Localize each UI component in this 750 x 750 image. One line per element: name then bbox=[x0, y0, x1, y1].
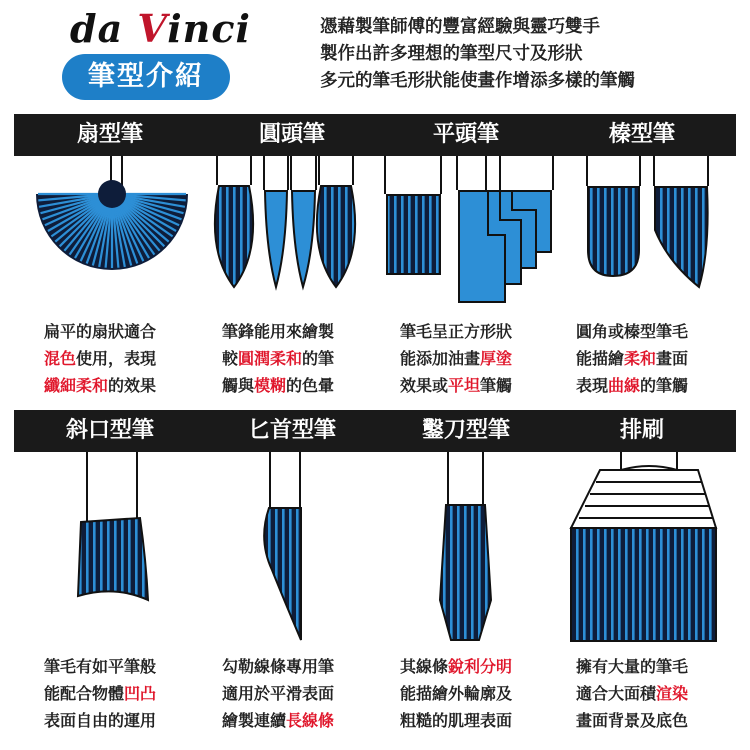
highlight-text: 渲染 bbox=[656, 684, 689, 703]
highlight-text: 凹凸 bbox=[124, 684, 157, 703]
highlight-text: 模糊 bbox=[254, 376, 287, 395]
highlight-text: 柔和 bbox=[624, 349, 657, 368]
wash-brush-title: 排刷 bbox=[619, 418, 664, 443]
description-text: 畫面 bbox=[656, 349, 689, 368]
angle-brush-description bbox=[44, 653, 156, 734]
description-line bbox=[44, 372, 156, 399]
description-text: 圓角或榛型筆毛 bbox=[576, 322, 689, 341]
chisel-brush-title: 鑿刀型筆 bbox=[421, 418, 510, 443]
fan-brush-description bbox=[44, 318, 156, 399]
highlight-text: 銳利分明 bbox=[448, 657, 513, 676]
round-brush-title: 圓頭筆 bbox=[258, 122, 325, 147]
description-text: 使用，表現 bbox=[76, 349, 157, 368]
description-text: 勾勒線條專用筆 bbox=[222, 657, 335, 676]
description-line bbox=[44, 653, 156, 680]
chisel-brush-icon bbox=[440, 452, 491, 640]
description-text: 能添加油畫 bbox=[400, 349, 481, 368]
filbert-brush-description bbox=[576, 318, 688, 399]
description-text: 筆觸 bbox=[480, 376, 513, 395]
dagger-brush-title: 匕首型筆 bbox=[247, 418, 336, 443]
description-line bbox=[44, 345, 156, 372]
flat-brush-description bbox=[400, 318, 512, 399]
description-text: 效果或 bbox=[400, 376, 449, 395]
description-line bbox=[576, 680, 688, 707]
description-line bbox=[222, 318, 334, 345]
angle-brush-title: 斜口型筆 bbox=[65, 418, 154, 443]
description-text: 的筆 bbox=[302, 349, 335, 368]
description-line bbox=[576, 707, 688, 734]
description-text: 繪製連續 bbox=[222, 711, 287, 730]
description-text: 適合大面積 bbox=[576, 684, 657, 703]
description-line bbox=[44, 318, 156, 345]
description-text: 扁平的扇狀適合 bbox=[44, 322, 157, 341]
description-line bbox=[44, 680, 156, 707]
fan-brush-icon bbox=[36, 156, 188, 270]
description-text: 其線條 bbox=[400, 657, 449, 676]
description-line bbox=[222, 680, 334, 707]
description-line bbox=[222, 372, 334, 399]
description-line bbox=[400, 707, 512, 734]
description-line bbox=[400, 680, 512, 707]
flat-brush-title: 平頭筆 bbox=[432, 122, 499, 147]
description-text: 的筆觸 bbox=[640, 376, 689, 395]
description-text: 能描繪 bbox=[576, 349, 625, 368]
description-text: 能配合物體 bbox=[44, 684, 125, 703]
wash-brush-description bbox=[576, 653, 688, 734]
filbert-brush-icon bbox=[587, 156, 708, 287]
intro-line: 憑藉製筆師傅的豐富經驗與靈巧雙手 bbox=[320, 17, 600, 37]
description-text: 畫面背景及底色 bbox=[576, 711, 689, 730]
dagger-brush-description bbox=[222, 653, 334, 734]
description-line bbox=[400, 372, 512, 399]
description-text: 筆毛呈正方形狀 bbox=[400, 322, 513, 341]
description-text: 適用於平滑表面 bbox=[222, 684, 335, 703]
description-text: 較 bbox=[222, 349, 239, 368]
description-text: 擁有大量的筆毛 bbox=[576, 657, 689, 676]
description-line bbox=[576, 318, 688, 345]
fan-brush-title: 扇型筆 bbox=[76, 122, 143, 147]
description-text: 的效果 bbox=[108, 376, 157, 395]
description-line bbox=[576, 345, 688, 372]
description-text: 筆鋒能用來繪製 bbox=[222, 322, 335, 341]
highlight-text: 長線條 bbox=[286, 711, 335, 730]
intro-line: 多元的筆毛形狀能使畫作增添多樣的筆觸 bbox=[320, 71, 635, 91]
description-line bbox=[222, 707, 334, 734]
description-line bbox=[576, 372, 688, 399]
description-text: 的色暈 bbox=[286, 376, 335, 395]
description-line bbox=[222, 345, 334, 372]
description-line bbox=[400, 653, 512, 680]
highlight-text: 纖細柔和 bbox=[44, 376, 109, 395]
flat-brush-icon bbox=[385, 156, 553, 302]
description-line bbox=[400, 318, 512, 345]
brand-logo: da Vinci bbox=[70, 6, 251, 51]
description-text: 表面自由的運用 bbox=[44, 711, 157, 730]
description-line bbox=[44, 707, 156, 734]
highlight-text: 混色 bbox=[44, 349, 77, 368]
intro-line: 製作出許多理想的筆型尺寸及形狀 bbox=[320, 44, 583, 64]
angle-brush-icon bbox=[78, 452, 148, 600]
round-brush-description bbox=[222, 318, 334, 399]
highlight-text: 曲線 bbox=[608, 376, 641, 395]
highlight-text: 圓潤柔和 bbox=[238, 349, 303, 368]
description-line bbox=[400, 345, 512, 372]
description-text: 觸與 bbox=[222, 376, 255, 395]
chisel-brush-description bbox=[400, 653, 512, 734]
description-text: 粗糙的肌理表面 bbox=[400, 711, 513, 730]
dagger-brush-icon bbox=[264, 452, 301, 640]
highlight-text: 厚塗 bbox=[480, 349, 513, 368]
title-badge: 筆型介紹 bbox=[62, 54, 230, 100]
description-line bbox=[222, 653, 334, 680]
round-brush-icon bbox=[215, 156, 355, 287]
description-line bbox=[576, 653, 688, 680]
description-text: 表現 bbox=[576, 376, 609, 395]
description-text: 筆毛有如平筆般 bbox=[44, 657, 157, 676]
highlight-text: 平坦 bbox=[448, 376, 481, 395]
filbert-brush-title: 榛型筆 bbox=[608, 122, 675, 147]
description-text: 能描繪外輪廓及 bbox=[400, 684, 513, 703]
wash-brush-icon bbox=[571, 452, 716, 641]
